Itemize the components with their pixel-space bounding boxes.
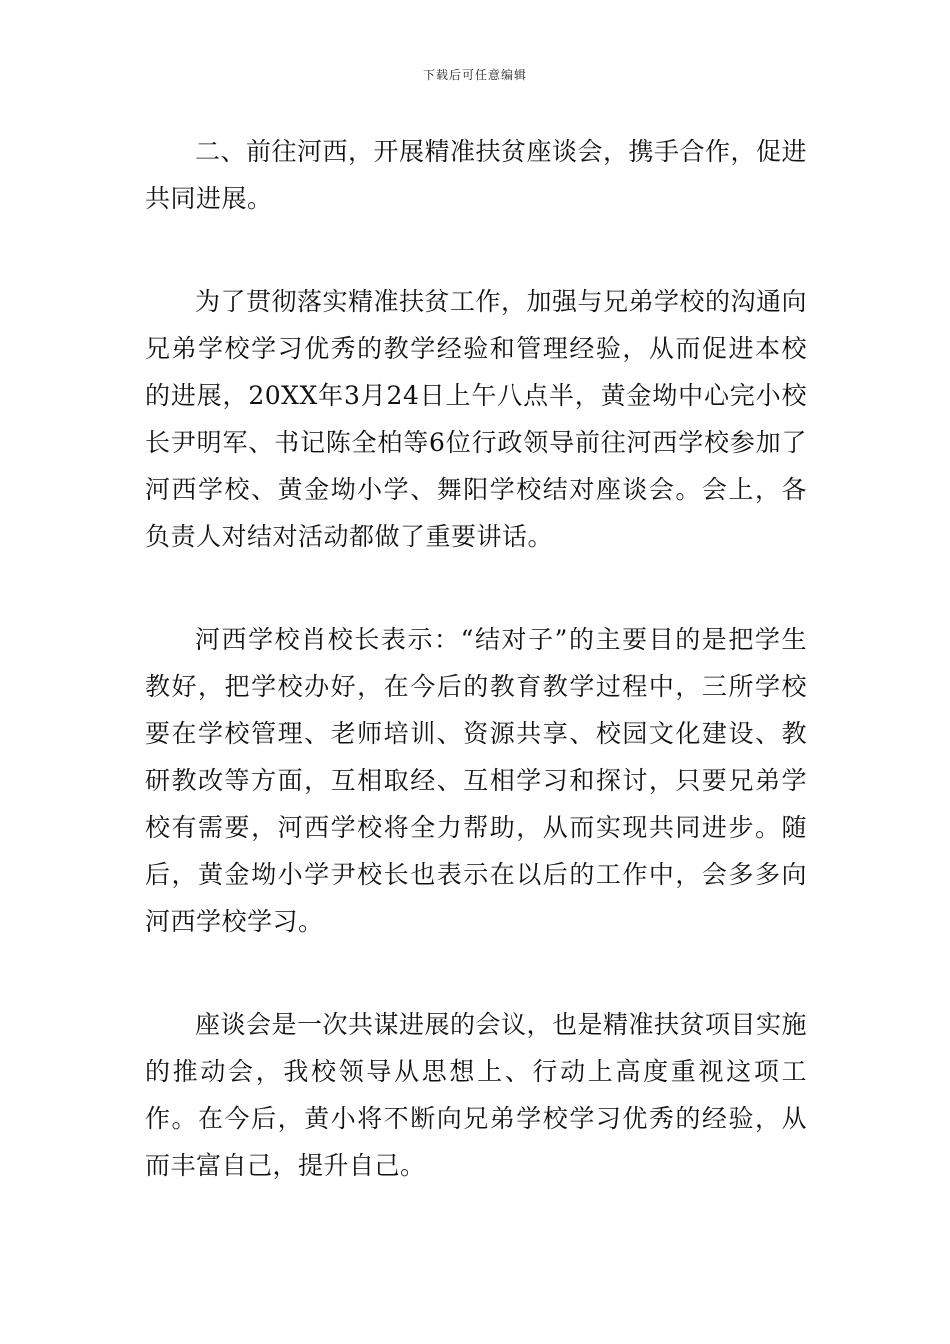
document-body <box>145 128 807 1189</box>
paragraph: 河西学校肖校长表示：“结对子”的主要目的是把学生教好，把学校办好，在今后的教育教学过程中，三所学校要在学校管理、老师培训、资源共享、校园文化建设、教研教改等方面，互相取经、互相学习和探讨，只要兄弟学校有需要，河西学校将全力帮助，从而实现共同进步。随后，黄金坳小学尹校长也表示在以后的工作中，会多多向河西学校学习。 <box>145 625 807 936</box>
page-header-note: 下载后可任意编辑 <box>422 68 527 82</box>
paragraph: 为了贯彻落实精准扶贫工作，加强与兄弟学校的沟通向兄弟学校学习优秀的教学经验和管理经验，从而促进本校的进展，20XX年3月24日上午八点半，黄金坳中心完小校长尹明军、书记陈全柏等6位行政领导前往河西学校参加了河西学校、黄金坳小学、舞阳学校结对座谈会。会上，各负责人对结对活动都做了重要讲话。 <box>145 287 808 551</box>
paragraph-heading: 二、前往河西，开展精准扶贫座谈会，携手合作，促进共同进展。 <box>145 137 808 213</box>
paragraph: 座谈会是一次共谋进展的会议，也是精准扶贫项目实施的推动会，我校领导从思想上、行动上高度重视这项工作。在今后，黄小将不断向兄弟学校学习优秀的经验，从而丰富自己，提升自己。 <box>145 1010 808 1180</box>
